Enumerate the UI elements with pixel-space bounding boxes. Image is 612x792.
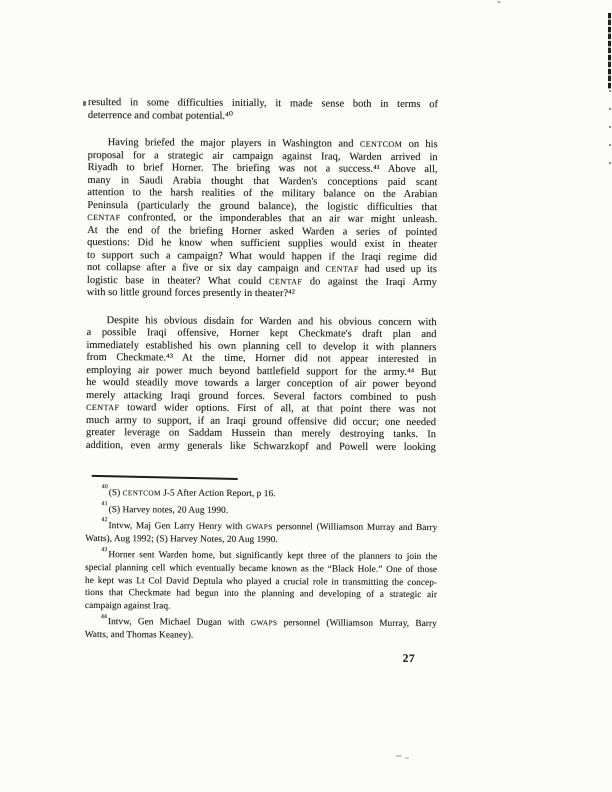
body-text: [86, 97, 438, 454]
paragraph: [86, 314, 437, 454]
text-line: he would steadily move towards a larger conception of air power beyond: [86, 376, 437, 391]
text-line: addition, even army generals like Schwarzkopf and Powell were looking: [85, 439, 436, 453]
text-line: many in Saudi Arabia thought that Warden's conceptions paid scant: [87, 174, 438, 188]
footnote-line: $^{41}$(S) Harvey notes, 20 Aug 1990.: [101, 500, 229, 516]
paragraph: [87, 137, 438, 302]
footnote-line: he kept was Lt Col David Deptula who played a crucial role in transmitting the concep-: [85, 575, 438, 588]
footnote: [86, 484, 438, 502]
text-line: Peninsula (particularly the ground balance), the logistic difficulties that: [87, 199, 438, 213]
text-line: immediately established his own planning cell to develop it with planners: [86, 339, 437, 353]
scan-artifact-speck: [83, 101, 86, 106]
footnote-line: special planning cell which eventually became known as the “Black Hole.” One of those: [85, 562, 438, 576]
text-line: Having briefed the major players in Washington and CENTCOM on his: [107, 137, 438, 151]
footnote-line: $^{42}$Intvw, Maj Gen Larry Henry with GWAPS personnel (Williamson Murray and Barry: [101, 517, 438, 534]
text-line: with so little ground forces presently in theater?⁴²: [86, 286, 296, 300]
text-line: from Checkmate.⁴³ At the time, Horner did not appear interested in: [86, 351, 437, 366]
footnote-marker: 42: [101, 517, 108, 524]
paragraph: [88, 97, 438, 124]
footnote-line: tions that Checkmate had begun into the planning and developing of a strategic air: [84, 588, 438, 601]
text-line: Riyadh to brief Horner. The briefing was not a success.⁴¹ Above all,: [87, 161, 438, 176]
footnote-marker: 41: [101, 500, 108, 507]
text-line: questions: Did he know when sufficient supplies would exist in theater: [87, 236, 438, 251]
footnote-line: Watts), Aug 1992; (S) Harvey Notes, 20 Aug 1990.: [85, 533, 278, 545]
page-number: 27: [402, 652, 416, 665]
text-line: not collapse after a five or six day campaign and CENTAF had used up its: [86, 261, 438, 276]
text-line: Despite his obvious disdain for Warden and his obvious concern with: [106, 314, 437, 328]
text-line: a possible Iraqi offensive, Horner kept Checkmate's draft plan and: [86, 326, 437, 341]
text-line: CENTAF toward wider options. First of all, at that point there was not: [86, 402, 437, 416]
text-line: CENTAF confronted, or the imponderables that an air war might unleash.: [87, 212, 438, 226]
scan-artifact-edge-line: [608, 13, 611, 89]
scan-artifact-speck: [405, 757, 409, 759]
footnote-line: campaign against Iraq.: [84, 600, 171, 612]
footnote: [85, 517, 438, 547]
scan-artifact-speck: [396, 755, 402, 757]
text-line: proposal for a strategic air campaign against Iraq, Warden arrived in: [87, 149, 438, 163]
footnote-line: Watts, and Thomas Keaney).: [84, 629, 194, 641]
text-line: At the end of the briefing Horner asked Warden a series of pointed: [87, 224, 438, 238]
text-line: to support such a campaign? What would happen if the Iraqi regime did: [87, 249, 438, 263]
text-line: deterrence and combat potential.⁴⁰: [87, 109, 234, 122]
footnote-marker: 43: [101, 546, 108, 553]
text-line: much army to support, if an Iraqi ground offensive did occur; one needed: [86, 414, 437, 428]
footnote-line: $^{43}$Horner sent Warden home, but significantly kept three of the planners to join the: [101, 546, 438, 563]
scan-artifact-speck: [497, 1, 501, 3]
text-line: logistic base in theater? What could CENTAF do against the Iraqi Army: [86, 274, 437, 288]
footnote-marker: 44: [100, 613, 108, 620]
footnote: [84, 546, 438, 614]
text-line: greater leverage on Saddam Hussein than merely destroying tanks. In: [85, 426, 436, 441]
footnote: [84, 613, 437, 643]
footnote-line: $^{40}$(S) CENTCOM J-5 After Action Report, p 16.: [101, 484, 276, 500]
footnote: [85, 500, 437, 519]
text-line: employing air power much beyond battlefield support for the army.⁴⁴ But: [86, 364, 437, 378]
footnote-marker: 40: [101, 484, 108, 491]
footnote-line: $^{44}$Intvw, Gen Michael Dugan with GWAPS personnel (Williamson Murray, Barry: [100, 613, 437, 630]
footnotes-section: [84, 484, 438, 648]
scan-artifact-edge-fade: [609, 90, 611, 175]
text-line: attention to the harsh realities of the military balance on the Arabian: [87, 186, 438, 201]
text-line: merely attacking Iraqi ground forces. Several factors combined to push: [86, 389, 437, 403]
footnote-separator: [92, 475, 238, 480]
text-line: resulted in some difficulties initially, it made sense both in terms of: [87, 96, 439, 111]
